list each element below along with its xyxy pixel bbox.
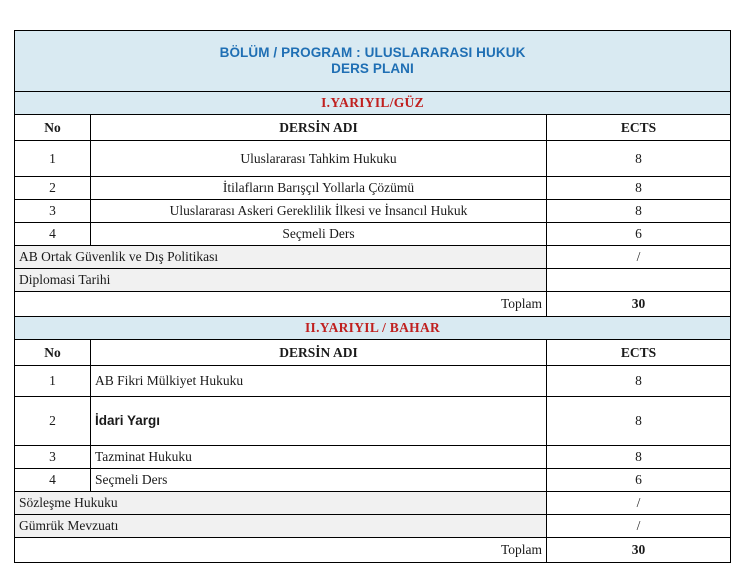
course-name: Tazminat Hukuku (91, 446, 547, 469)
course-plan-table (14, 30, 731, 563)
course-ects: 8 (547, 200, 731, 223)
table-row (15, 397, 731, 446)
title-line-2: DERS PLANI (331, 61, 414, 76)
course-name: İtilafların Barışçıl Yollarla Çözümü (91, 177, 547, 200)
title-line-1: BÖLÜM / PROGRAM : ULUSLARARASI HUKUK (219, 45, 526, 61)
column-header-name: DERSİN ADI (91, 340, 547, 366)
row-number: 3 (15, 446, 91, 469)
course-name: Seçmeli Ders (91, 469, 547, 492)
elective-course-ects: / (547, 246, 731, 269)
table-row (15, 366, 731, 397)
table-row (15, 177, 731, 200)
column-header-name: DERSİN ADI (91, 115, 547, 141)
course-ects: 6 (547, 223, 731, 246)
table-row (15, 469, 731, 492)
table-row-elective (15, 515, 731, 538)
table-row (15, 223, 731, 246)
total-row (15, 292, 731, 317)
table-row-elective (15, 269, 731, 292)
course-ects: 8 (547, 177, 731, 200)
total-row (15, 538, 731, 563)
elective-course-name: Sözleşme Hukuku (15, 492, 547, 515)
elective-course-name: Diplomasi Tarihi (15, 269, 547, 292)
course-name: AB Fikri Mülkiyet Hukuku (91, 366, 547, 397)
table-row-elective (15, 246, 731, 269)
course-ects: 8 (547, 446, 731, 469)
course-name: Uluslararası Askeri Gereklilik İlkesi ve İnsancıl Hukuk (91, 200, 547, 223)
semester-banner-row-2 (15, 317, 731, 340)
semester-banner-row-1 (15, 92, 731, 115)
table-row-elective (15, 492, 731, 515)
elective-course-name: Gümrük Mevzuatı (15, 515, 547, 538)
elective-course-ects: / (547, 515, 731, 538)
table-row (15, 141, 731, 177)
total-value: 30 (547, 292, 731, 317)
row-number: 4 (15, 223, 91, 246)
elective-course-name: AB Ortak Güvenlik ve Dış Politikası (15, 246, 547, 269)
total-label: Toplam (15, 292, 547, 317)
course-name: İdari Yargı (91, 397, 547, 446)
column-header-row-2 (15, 340, 731, 366)
row-number: 3 (15, 200, 91, 223)
course-ects: 8 (547, 141, 731, 177)
total-label: Toplam (15, 538, 547, 563)
column-header-row-1 (15, 115, 731, 141)
column-header-no: No (15, 115, 91, 141)
row-number: 4 (15, 469, 91, 492)
column-header-ects: ECTS (547, 115, 731, 141)
row-number: 2 (15, 397, 91, 446)
semester-banner-spring: II.YARIYIL / BAHAR (15, 317, 731, 340)
elective-course-ects: / (547, 492, 731, 515)
course-ects: 8 (547, 366, 731, 397)
row-number: 1 (15, 141, 91, 177)
course-ects: 8 (547, 397, 731, 446)
row-number: 2 (15, 177, 91, 200)
total-value: 30 (547, 538, 731, 563)
title-row (15, 31, 731, 92)
table-row (15, 200, 731, 223)
table-row (15, 446, 731, 469)
elective-course-ects (547, 269, 731, 292)
course-ects: 6 (547, 469, 731, 492)
document-title (15, 31, 731, 92)
column-header-no: No (15, 340, 91, 366)
column-header-ects: ECTS (547, 340, 731, 366)
row-number: 1 (15, 366, 91, 397)
course-name: Uluslararası Tahkim Hukuku (91, 141, 547, 177)
course-name: Seçmeli Ders (91, 223, 547, 246)
semester-banner-fall: I.YARIYIL/GÜZ (15, 92, 731, 115)
